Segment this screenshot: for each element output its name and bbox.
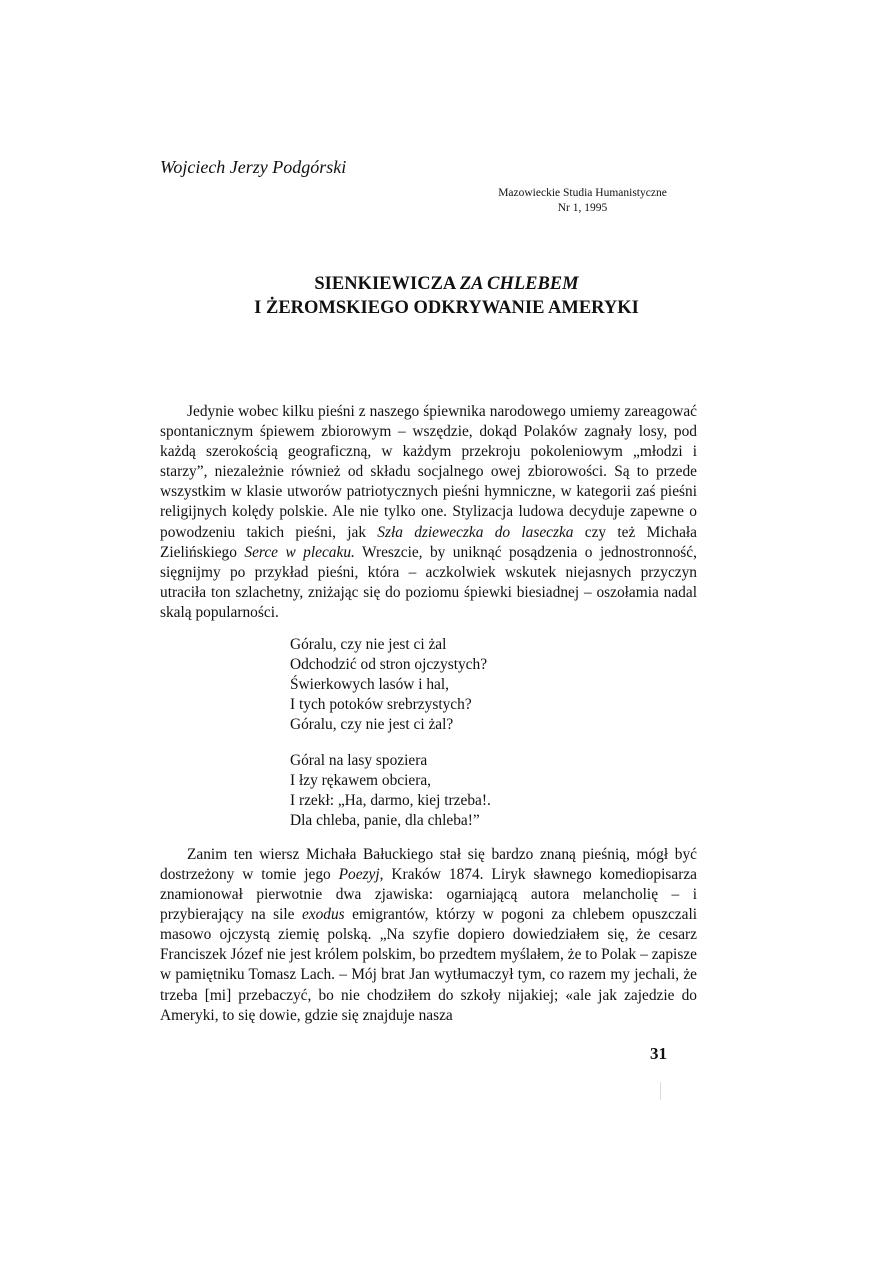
verse-line: I łzy rękawem obciera, — [290, 771, 432, 789]
verse-line: Góralu, czy nie jest ci żal? — [290, 716, 454, 734]
title-line-2: I ŻEROMSKIEGO ODKRYWANIE AMERYKI — [254, 298, 639, 318]
scan-artifact — [660, 1082, 661, 1100]
paragraph-1-text-c: Wreszcie, by uniknąć posądzenia o jednostronność, sięgnijmy po przykład pieśni, która – aczkolwiek wskutek niejasnych przyczyn utraciła ton szlachetny, zniżając się do poziomu śpiewki biesiadnej – oszołamia nadal skalą popularności. — [160, 543, 697, 621]
verse-line: Dla chleba, panie, dla chleba!” — [290, 811, 480, 829]
verse-stanza-1 — [290, 635, 697, 735]
verse-line: Odchodzić od stron ojczystych? — [290, 656, 488, 674]
paragraph-2-text-b: , Kraków 1874. Liryk sławnego komediopisarza znamionował pierwotnie dwa zjawiska: ogarniającą autora melancholię – i przybierający na sile — [160, 865, 697, 924]
paragraph-1 — [160, 402, 697, 623]
paragraph-1-italic-b: Serce w plecaku. — [244, 543, 355, 561]
verse-line: Świerkowych lasów i hal, — [290, 676, 450, 694]
verse-line: I tych potoków srebrzystych? — [290, 696, 472, 714]
paragraph-2-italic-b: exodus — [301, 906, 345, 924]
paragraph-2-text-c: emigrantów, którzy w pogoni za chlebem opuszczali masowo ojczystą ziemię polską. „Na szyfie dopiero dowiedziałem się, że cesarz Franciszek Józef nie jest królem polskim, bo przedtem myślałem, że to Polak – zapisze w pamiętniku Tomasz Lach. – Mój brat Jan wytłumaczył tym, co razem my jechali, że trzeba [mi] przebaczyć, bo nie chodziłem do szkoły nijakiej; «ale jak zajedzie do Ameryki, to się dowie, gdzie się znajduje nasza — [160, 906, 697, 1024]
journal-title: Mazowieckie Studia Humanistyczne — [498, 187, 667, 199]
article-body — [160, 402, 697, 1026]
paragraph-1-text-b: czy też Michała Zielińskiego — [160, 523, 698, 561]
article-title — [0, 272, 893, 320]
verse-line: Góral na lasy spoziera — [290, 751, 428, 769]
author-name: Wojciech Jerzy Podgórski — [160, 157, 347, 177]
verse-line: I rzekł: „Ha, darmo, kiej trzeba!. — [290, 791, 491, 809]
page-number: 31 — [650, 1044, 667, 1063]
paragraph-2-italic-a: Poezyj — [338, 865, 380, 883]
paragraph-1-text-a: Jedynie wobec kilku pieśni z naszego śpiewnika narodowego umiemy zareagować spontanicznym śpiewem zbiorowym – wszędzie, dokąd Polaków zagnały losy, pod każdą szerokością geograficzną, w każdym przekroju pokoleniowym „młodzi i starzy”, niezależnie również od składu socjalnego owej zbiorowości. Są to przede wszystkim w klasie utworów patriotycznych pieśni hymniczne, w kategorii zaś pieśni religijnych kolędy polskie. Ale nie tylko one. Stylizacja ludowa decyduje zapewne o powodzeniu takich pieśni, jak — [160, 403, 697, 541]
journal-issue: Nr 1, 1995 — [557, 202, 608, 214]
verse-stanza-2 — [290, 751, 697, 831]
title-line-1-italic: ZA CHLEBEM — [459, 274, 579, 294]
paragraph-1-italic-a: Szła dzieweczka do laseczka — [377, 523, 574, 541]
paragraph-2 — [160, 845, 697, 1026]
title-line-1 — [0, 272, 893, 296]
verse-block — [290, 635, 697, 831]
verse-line: Góralu, czy nie jest ci żal — [290, 636, 447, 654]
paragraph-2-text-a: Zanim ten wiersz Michała Bałuckiego stał się bardzo znaną pieśnią, mógł być dostrzeżony w tomie jego — [160, 845, 697, 883]
title-line-1-roman: SIENKIEWICZA — [314, 274, 460, 294]
journal-info — [470, 186, 695, 216]
